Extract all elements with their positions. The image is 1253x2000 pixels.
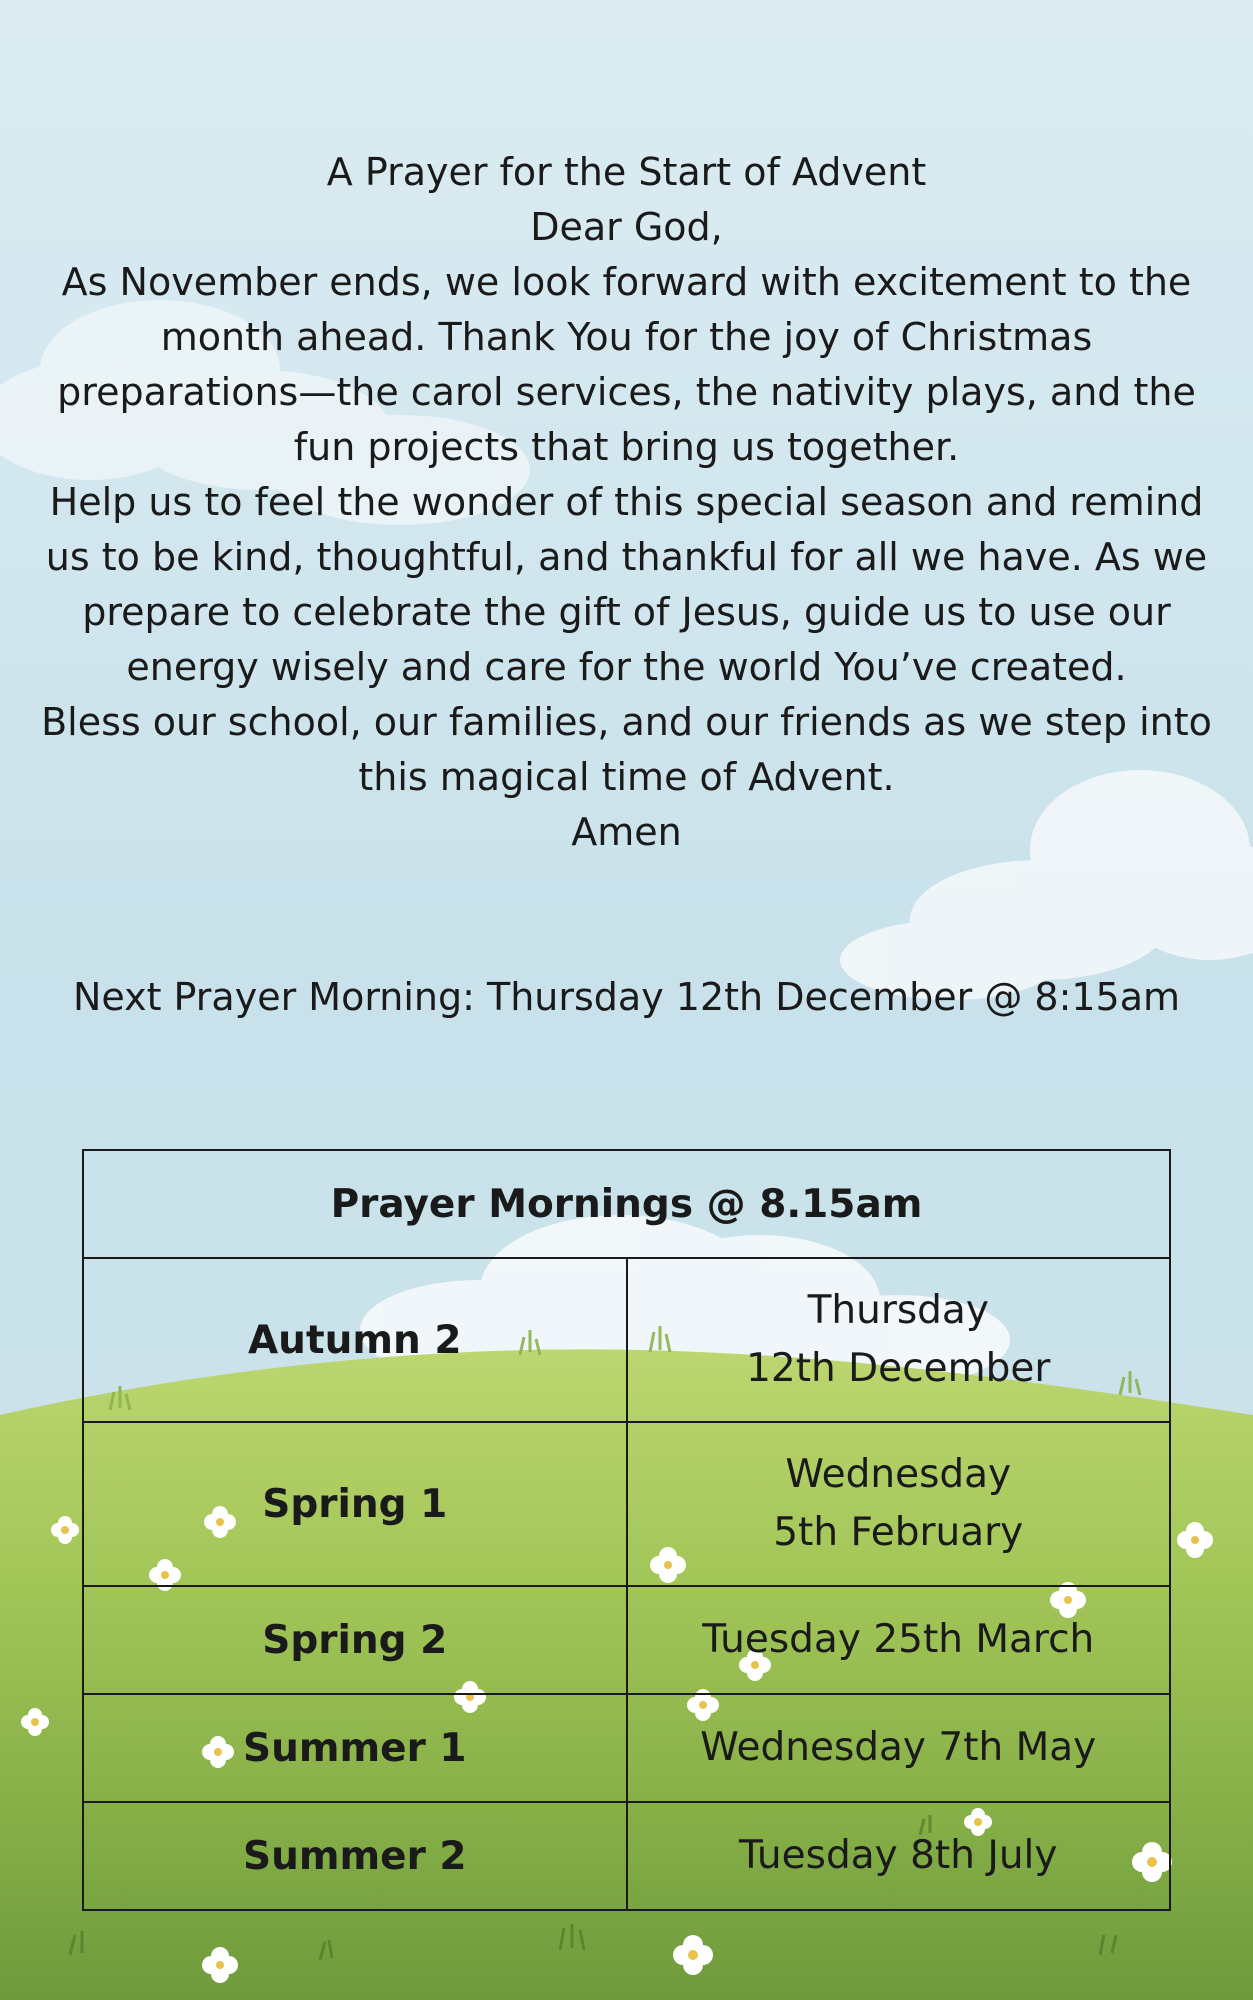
date-cell: Tuesday 25th March xyxy=(627,1586,1171,1694)
date-cell: Tuesday 8th July xyxy=(627,1802,1171,1910)
prayer-line: prepare to celebrate the gift of Jesus, guide us to use our xyxy=(82,590,1171,634)
prayer-line: As November ends, we look forward with excitement to the xyxy=(61,260,1192,304)
term-cell: Spring 1 xyxy=(83,1422,627,1586)
schedule-header: Prayer Mornings @ 8.15am xyxy=(83,1150,1170,1258)
date-line: Wednesday xyxy=(785,1452,1012,1497)
table-row xyxy=(83,1802,1170,1910)
prayer-line: energy wisely and care for the world You’ve created. xyxy=(126,645,1127,689)
term-cell: Autumn 2 xyxy=(83,1258,627,1422)
date-cell: Wednesday 7th May xyxy=(627,1694,1171,1802)
prayer-line: Help us to feel the wonder of this special season and remind xyxy=(49,480,1204,524)
date-cell xyxy=(627,1258,1171,1422)
prayer-greeting: Dear God, xyxy=(530,205,723,249)
date-line: 5th February xyxy=(773,1510,1024,1555)
prayer-line: this magical time of Advent. xyxy=(358,755,895,799)
next-prayer-morning: Next Prayer Morning: Thursday 12th December @ 8:15am xyxy=(72,975,1181,1019)
prayer-closing: Amen xyxy=(571,810,682,854)
prayer-line: us to be kind, thoughtful, and thankful for all we have. As we xyxy=(45,535,1208,579)
prayer-line: preparations—the carol services, the nativity plays, and the xyxy=(57,370,1196,414)
date-line: 12th December xyxy=(746,1346,1051,1391)
table-row xyxy=(83,1258,1170,1422)
prayer-schedule-table xyxy=(82,1149,1171,1911)
prayer-line: Bless our school, our families, and our friends as we step into xyxy=(41,700,1212,744)
date-cell xyxy=(627,1422,1171,1586)
prayer-block xyxy=(30,145,1223,860)
prayer-line: month ahead. Thank You for the joy of Christmas xyxy=(160,315,1093,359)
prayer-line: fun projects that bring us together. xyxy=(293,425,960,469)
table-row xyxy=(83,1694,1170,1802)
prayer-title: A Prayer for the Start of Advent xyxy=(326,150,927,194)
table-row xyxy=(83,1586,1170,1694)
term-cell: Summer 2 xyxy=(83,1802,627,1910)
term-cell: Summer 1 xyxy=(83,1694,627,1802)
term-cell: Spring 2 xyxy=(83,1586,627,1694)
date-line: Thursday xyxy=(807,1288,989,1333)
table-row xyxy=(83,1422,1170,1586)
